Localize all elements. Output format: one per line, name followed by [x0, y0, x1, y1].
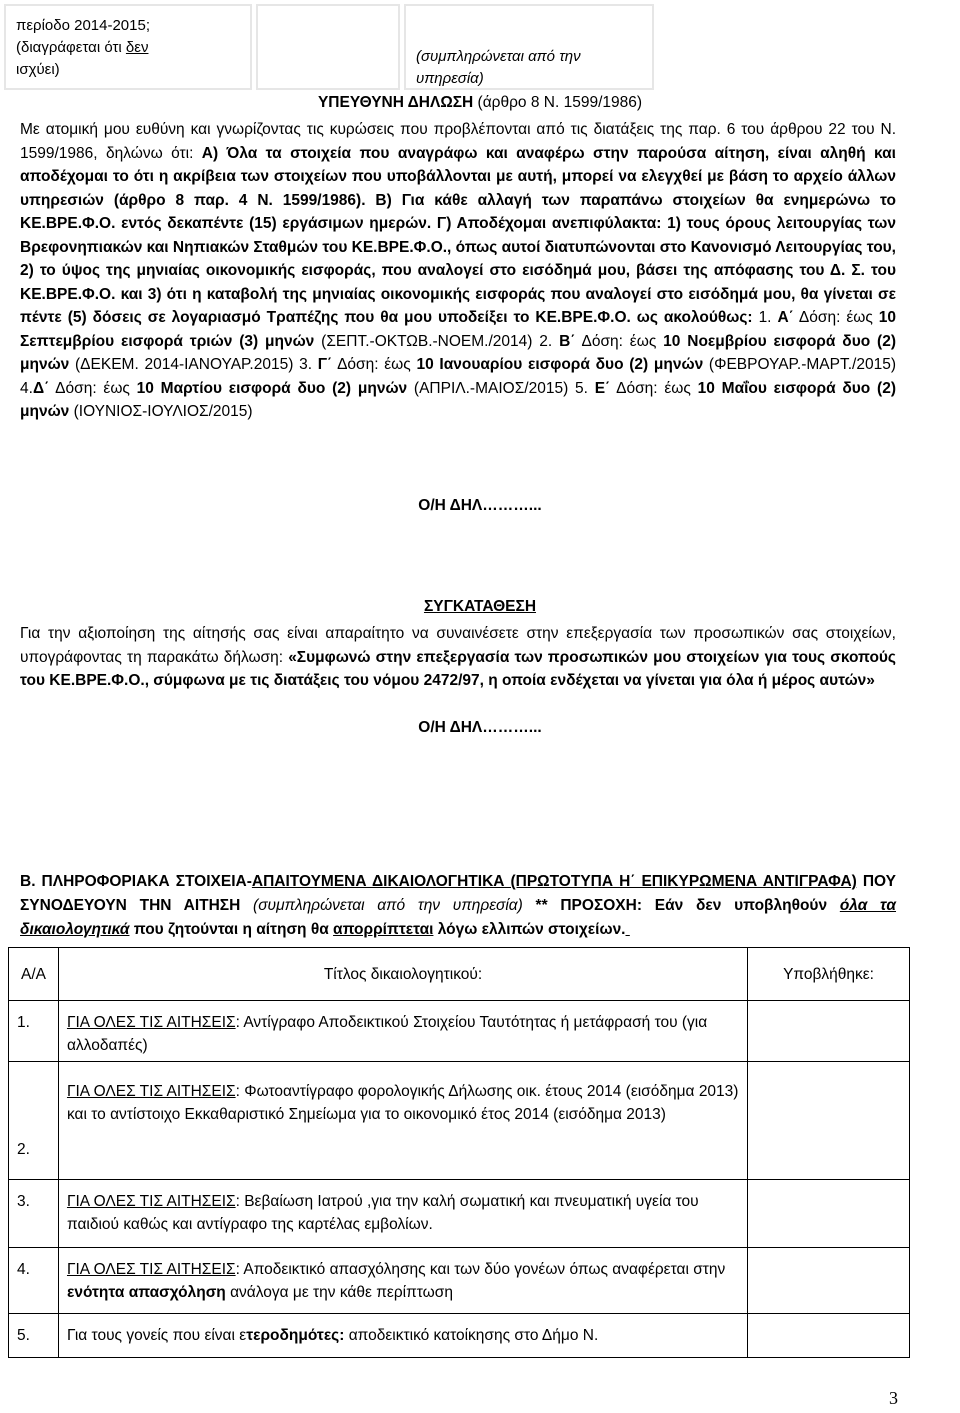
- installment-3-due: 10 Ιανουαρίου εισφορά δυο (2) μηνών: [416, 356, 704, 373]
- installment-5-text: Δόση: έως: [610, 379, 698, 397]
- section-b-heading: [20, 870, 896, 942]
- row-text: : Αποδεικτικό απασχόλησης και των δύο γονέων όπως αναφέρεται στην: [235, 1261, 726, 1278]
- declaration-statements: Α) Όλα τα στοιχεία που αναγράφω και αναφέρω στην παρούσα αίτηση, είναι αληθή και αποδέχομαι το ότι η ακρίβεια των στοιχείων που υποβάλλονται με αυτή, μπορεί να ελεγχθεί με βάση το αρχείο άλλων υπηρεσιών (άρθρο 8 παρ. 4 Ν. 1599/1986). Β) Για κάθε αλλαγή των παραπάνω στοιχείων θα ενημερώνω το ΚΕ.ΒΡΕ.Φ.Ο. εντός δεκαπέντε (15) εργάσιμων ημερών. Γ) Αποδέχομαι ανεπιφύλακτα: 1) τους όρους λειτουργίας των Βρεφονηπιακών και Νηπιακών Σταθμών του ΚΕ.ΒΡΕ.Φ.Ο., όπως αυτοί διατυπώνονται στο Κανονισμό Λειτουργίας του, 2) το ύψος της μηνιαίας οικονομικής εισφοράς, που αναλογεί στο εισόδημά μου, βάσει της απόφασης του Δ. Σ. του ΚΕ.ΒΡΕ.Φ.Ο. και 3) ότι η καταβολή της μηνιαίας οικονομικής εισφοράς που αναλογεί στο εισόδημά μου, θα γίνεται σε πέντε (5) δόσεις σε λογαριασμό Τραπέζης που θα μου υποδείξει το ΚΕ.ΒΡΕ.Φ.Ο. ως ακολούθως:: [20, 144, 896, 326]
- installment-2-months: (ΔΕΚΕΜ. 2014-ΙΑΝΟΥΑΡ.2015) 3.: [69, 356, 318, 373]
- service-fill-note: [416, 46, 581, 90]
- consent-paragraph: [20, 622, 896, 693]
- row-title: [58, 1248, 747, 1314]
- declaration-title: [0, 94, 960, 112]
- section-b-warning-end: λόγω ελλιπών στοιχείων.: [433, 921, 626, 938]
- consent-signature[interactable]: Ο/Η ΔΗΛ………...: [418, 719, 542, 736]
- period-field-label: [16, 15, 150, 81]
- declaration-title-law: (άρθρο 8 Ν. 1599/1986): [473, 94, 643, 111]
- period-line-3: ισχύει): [16, 61, 60, 78]
- service-note-line-1: (συμπληρώνεται από την: [416, 48, 581, 65]
- service-note-line-2: υπηρεσία): [416, 70, 484, 87]
- row-num: 5.: [9, 1314, 59, 1358]
- section-b-warning: ** ΠΡΟΣΟΧΗ: Εάν δεν υποβληθούν: [522, 897, 840, 914]
- table-row: [9, 1180, 910, 1248]
- row-num: 3.: [9, 1180, 59, 1248]
- section-b-rejected: απορρίπτεται: [333, 921, 434, 938]
- declaration-intro: Με ατομική μου ευθύνη και γνωρίζοντας τις κυρώσεις που προβλέπονται από τις διατάξεις της παρ. 6 του άρθρου 22 του Ν. 1599/1986, δηλώνω ότι:: [20, 121, 896, 162]
- row-submitted-cell[interactable]: [748, 1001, 910, 1062]
- table-header-row: [9, 948, 910, 1001]
- row-submitted-cell[interactable]: [748, 1180, 910, 1248]
- row-bold: ενότητα απασχόληση: [66, 1284, 226, 1301]
- row-text: : Φωτοαντίγραφο φορολογικής Δήλωσης οικ. έτους 2014 (εισόδημα 2013) και το αντίστοιχο Εκκαθαριστικό Σημείωμα για το οικονομικό έτος 2014 (εισόδημα 2013): [66, 1083, 739, 1123]
- table-row: [9, 1314, 910, 1358]
- row-text: Για τους γονείς που είναι ε: [66, 1327, 247, 1344]
- section-b-service-note: (συμπληρώνεται από την υπηρεσία): [253, 897, 523, 914]
- installment-5-due: 10 Μαΐου εισφορά δυο (2) μηνών: [20, 379, 896, 420]
- installment-2-letter: Β΄: [559, 332, 576, 350]
- row-num: 4.: [9, 1248, 59, 1314]
- declaration-signature[interactable]: Ο/Η ΔΗΛ………...: [418, 497, 542, 514]
- period-line-2-underlined: δεν: [125, 39, 149, 56]
- installment-2-due: 10 Νοεμβρίου εισφορά δυο (2) μηνών: [20, 332, 896, 373]
- row-prefix: ΓΙΑ ΟΛΕΣ ΤΙΣ ΑΙΤΗΣΕΙΣ: [66, 1083, 236, 1100]
- page-number: 3: [889, 1388, 898, 1408]
- row-num: 1.: [9, 1001, 59, 1062]
- installment-3-text: Δόση: έως: [332, 356, 417, 373]
- top-left-box: [4, 4, 252, 90]
- row-tail: αποδεικτικό κατοίκησης στο Δήμο Ν.: [344, 1327, 599, 1344]
- documents-table: [8, 947, 910, 1358]
- table-row: [9, 1062, 910, 1180]
- installment-1-due: 10 Σεπτεμβρίου εισφορά τριών (3) μηνών: [20, 309, 897, 350]
- installment-4-due: 10 Μαρτίου εισφορά δυο (2) μηνών: [136, 379, 408, 397]
- header-num: Α/Α: [9, 948, 59, 1001]
- row-submitted-cell[interactable]: [748, 1314, 910, 1358]
- installment-5-letter: Ε΄: [594, 379, 611, 397]
- installment-1-letter: Α΄: [777, 309, 794, 326]
- row-submitted-cell[interactable]: [748, 1248, 910, 1314]
- installment-1-months: (ΣΕΠΤ.-ΟΚΤΩΒ.-ΝΟΕΜ./2014) 2.: [314, 332, 560, 350]
- consent-statement: «Συμφωνώ στην επεξεργασία των προσωπικών μου στοιχείων για τους σκοπούς του ΚΕ.ΒΡΕ.Φ.Ο., σύμφωνα με τις διατάξεις του νόμου 2472/97, η οποία ενδέχεται να γίνεται για όλα ή μέρος αυτών»: [20, 648, 896, 689]
- period-line-2: (διαγράφεται ότι: [16, 39, 126, 56]
- installment-5-months: (ΙΟΥΝΙΟΣ-ΙΟΥΛΙΟΣ/2015): [69, 403, 253, 420]
- row-title: [58, 1314, 747, 1358]
- declaration-title-bold: ΥΠΕΥΘΥΝΗ ΔΗΛΩΣΗ: [317, 94, 474, 111]
- installment-2-text: Δόση: έως: [575, 332, 664, 350]
- row-num: 2.: [9, 1062, 59, 1180]
- installment-4-text: Δόση: έως: [49, 379, 137, 397]
- row-title: [58, 1062, 747, 1180]
- section-b-all-docs: όλα τα δικαιολογητικά: [20, 897, 897, 938]
- consent-intro: Για την αξιοποίηση της αίτησής σας είναι απαραίτητο να συναινέσετε στην επεξεργασία των προσωπικών σας στοιχείων, υπογράφοντας τη παρακάτω δήλωση:: [20, 625, 896, 666]
- installment-1-text: Δόση: έως: [793, 309, 879, 326]
- installment-3-letter: Γ΄: [317, 356, 333, 373]
- table-row: [9, 1001, 910, 1062]
- declaration-paragraph: [20, 118, 896, 424]
- header-submitted: Υποβλήθηκε:: [748, 948, 910, 1001]
- section-b-required-docs: ΑΠΑΙΤΟΥΜΕΝΑ ΔΙΚΑΙΟΛΟΓΗΤΙΚΑ (ΠΡΩΤΟΤΥΠΑ Η΄ ΕΠΙΚΥΡΩΜΕΝΑ ΑΝΤΙΓΡΑΦΑ): [251, 873, 857, 890]
- installment-4-months: (ΑΠΡΙΛ.-ΜΑΙΟΣ/2015) 5.: [407, 379, 595, 397]
- row-submitted-cell[interactable]: [748, 1062, 910, 1180]
- header-title: Τίτλος δικαιολογητικού:: [58, 948, 747, 1001]
- row-tail: ανάλογα με την κάθε περίπτωση: [225, 1284, 453, 1301]
- top-right-box[interactable]: [404, 4, 654, 90]
- installment-1-num: 1.: [758, 309, 778, 326]
- section-b-title: Β. ΠΛΗΡΟΦΟΡΙΑΚΑ ΣΤΟΙΧΕΙΑ-: [20, 873, 252, 890]
- row-prefix: ΓΙΑ ΟΛΕΣ ΤΙΣ ΑΙΤΗΣΕΙΣ: [66, 1014, 236, 1031]
- row-title: [58, 1001, 747, 1062]
- row-text: : Βεβαίωση Ιατρού ,για την καλή σωματική και πνευματική υγεία του παιδιού καθώς και αντίγραφο της καρτέλας εμβολίων.: [66, 1193, 699, 1233]
- section-b-warning-cont: που ζητούνται η αίτηση θα: [129, 921, 334, 938]
- installment-3-months: (ΦΕΒΡΟΥΑΡ.-ΜΑΡΤ./2015) 4.: [20, 356, 896, 397]
- row-prefix: ΓΙΑ ΟΛΕΣ ΤΙΣ ΑΙΤΗΣΕΙΣ: [66, 1193, 236, 1210]
- row-prefix: ΓΙΑ ΟΛΕΣ ΤΙΣ ΑΙΤΗΣΕΙΣ: [66, 1261, 236, 1278]
- section-b-accompany: ΠΟΥ ΣΥΝΟΔΕΥΟΥΝ ΤΗΝ ΑΙΤΗΣΗ: [20, 873, 897, 914]
- row-title: [58, 1180, 747, 1248]
- installment-4-letter: Δ΄: [32, 379, 50, 397]
- row-bold: τεροδημότες:: [246, 1327, 345, 1344]
- table-row: [9, 1248, 910, 1314]
- period-line-1: περίοδο 2014-2015;: [16, 17, 151, 34]
- top-middle-box[interactable]: [256, 4, 400, 90]
- consent-title: ΣΥΓΚΑΤΑΘΕΣΗ: [423, 598, 537, 615]
- row-text: : Αντίγραφο Αποδεικτικού Στοιχείου Ταυτότητας ή μετάφρασή του (για αλλοδαπές): [66, 1014, 708, 1054]
